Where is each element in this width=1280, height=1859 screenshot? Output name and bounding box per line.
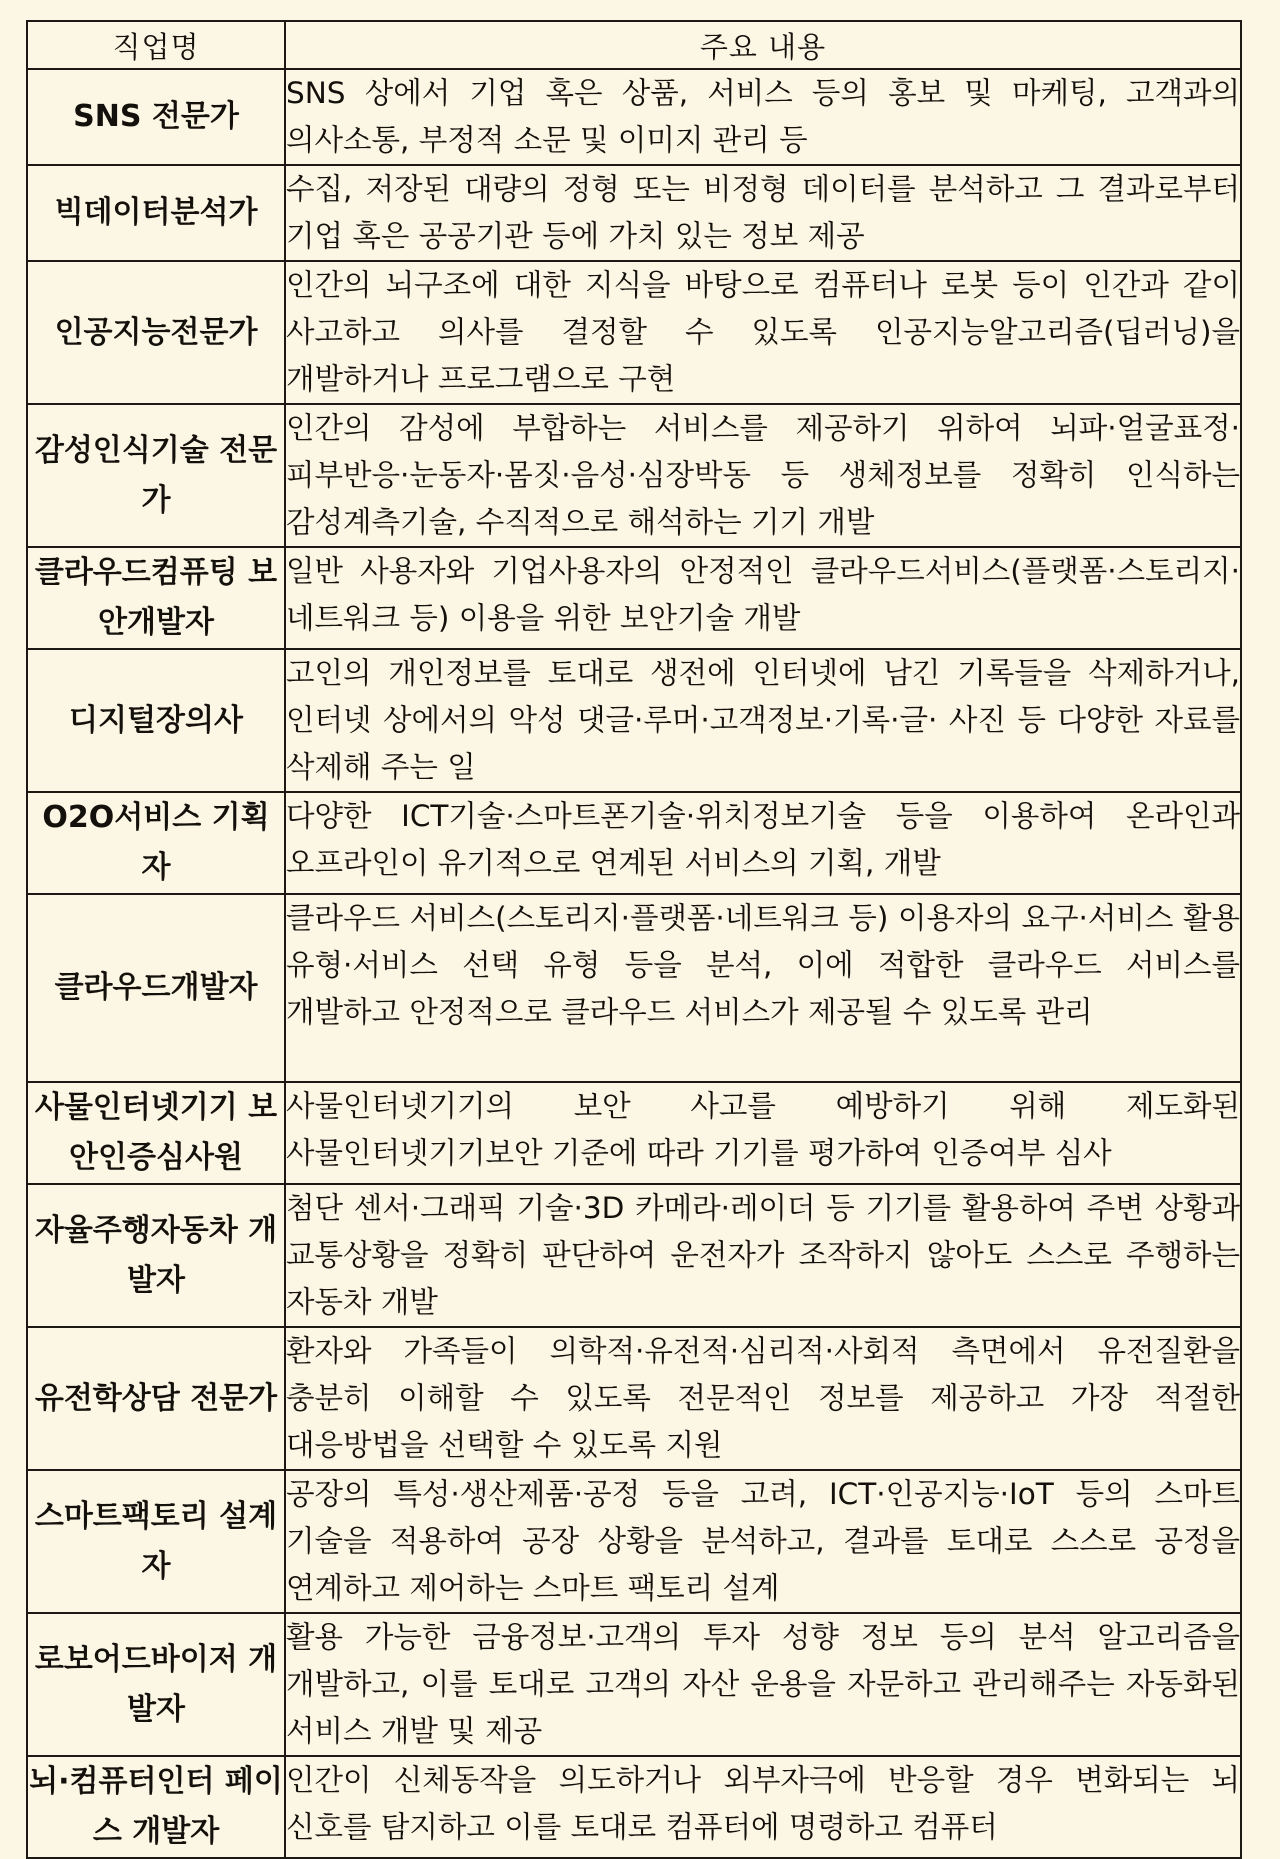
table-row bbox=[27, 404, 1241, 547]
job-name-cell: 인공지능전문가 bbox=[27, 261, 285, 404]
table-header-row bbox=[27, 21, 1241, 69]
table-row bbox=[27, 1082, 1241, 1184]
job-name-cell: 클라우드컴퓨팅 보안개발자 bbox=[27, 547, 285, 649]
header-job-title: 직업명 bbox=[27, 21, 285, 69]
table-row bbox=[27, 1184, 1241, 1327]
job-description-cell: 환자와 가족들이 의학적·유전적·심리적·사회적 측면에서 유전질환을 충분히 이해할 수 있도록 전문적인 정보를 제공하고 가장 적절한 대응방법을 선택할 수 있도록 지원 bbox=[285, 1327, 1241, 1470]
job-name-cell: 유전학상담 전문가 bbox=[27, 1327, 285, 1470]
table-row bbox=[27, 792, 1241, 894]
job-description-cell: 클라우드 서비스(스토리지·플랫폼·네트워크 등) 이용자의 요구·서비스 활용 유형·서비스 선택 유형 등을 분석, 이에 적합한 클라우드 서비스를 개발하고 안정적으로 클라우드 서비스가 제공될 수 있도록 관리 bbox=[285, 894, 1241, 1082]
job-name-cell: 디지털장의사 bbox=[27, 649, 285, 792]
job-description-cell: 수집, 저장된 대량의 정형 또는 비정형 데이터를 분석하고 그 결과로부터 기업 혹은 공공기관 등에 가치 있는 정보 제공 bbox=[285, 165, 1241, 261]
table-row bbox=[27, 165, 1241, 261]
job-name-cell: SNS 전문가 bbox=[27, 69, 285, 165]
job-description-cell: 인간의 뇌구조에 대한 지식을 바탕으로 컴퓨터나 로봇 등이 인간과 같이 사고하고 의사를 결정할 수 있도록 인공지능알고리즘(딥러닝)을 개발하거나 프로그램으로 구현 bbox=[285, 261, 1241, 404]
job-description-cell: 다양한 ICT기술·스마트폰기술·위치정보기술 등을 이용하여 온라인과 오프라인이 유기적으로 연계된 서비스의 기획, 개발 bbox=[285, 792, 1241, 894]
job-description-cell: 공장의 특성·생산제품·공정 등을 고려, ICT·인공지능·IoT 등의 스마트 기술을 적용하여 공장 상황을 분석하고, 결과를 토대로 스스로 공정을 연계하고 제어하는 스마트 팩토리 설계 bbox=[285, 1470, 1241, 1613]
job-description-cell: 일반 사용자와 기업사용자의 안정적인 클라우드서비스(플랫폼·스토리지·네트워크 등) 이용을 위한 보안기술 개발 bbox=[285, 547, 1241, 649]
table-row bbox=[27, 894, 1241, 1082]
job-table bbox=[26, 20, 1242, 1859]
table-row bbox=[27, 1470, 1241, 1613]
job-description-cell: SNS 상에서 기업 혹은 상품, 서비스 등의 홍보 및 마케팅, 고객과의 의사소통, 부정적 소문 및 이미지 관리 등 bbox=[285, 69, 1241, 165]
job-description-cell: 고인의 개인정보를 토대로 생전에 인터넷에 남긴 기록들을 삭제하거나, 인터넷 상에서의 악성 댓글·루머·고객정보·기록·글· 사진 등 다양한 자료를 삭제해 주는 일 bbox=[285, 649, 1241, 792]
job-description-cell: 사물인터넷기기의 보안 사고를 예방하기 위해 제도화된 사물인터넷기기보안 기준에 따라 기기를 평가하여 인증여부 심사 bbox=[285, 1082, 1241, 1184]
job-name-cell: 자율주행자동차 개발자 bbox=[27, 1184, 285, 1327]
table-row bbox=[27, 1613, 1241, 1756]
job-description-cell: 인간의 감성에 부합하는 서비스를 제공하기 위하여 뇌파·얼굴표정·피부반응·눈동자·몸짓·음성·심장박동 등 생체정보를 정확히 인식하는 감성계측기술, 수직적으로 해석하는 기기 개발 bbox=[285, 404, 1241, 547]
job-name-cell: 스마트팩토리 설계자 bbox=[27, 1470, 285, 1613]
table-row bbox=[27, 1756, 1241, 1858]
job-name-cell: 감성인식기술 전문가 bbox=[27, 404, 285, 547]
table-row bbox=[27, 547, 1241, 649]
table-row bbox=[27, 261, 1241, 404]
job-description-cell: 첨단 센서·그래픽 기술·3D 카메라·레이더 등 기기를 활용하여 주변 상황과 교통상황을 정확히 판단하여 운전자가 조작하지 않아도 스스로 주행하는 자동차 개발 bbox=[285, 1184, 1241, 1327]
job-name-cell: 빅데이터분석가 bbox=[27, 165, 285, 261]
table-row bbox=[27, 69, 1241, 165]
job-name-cell: 로보어드바이저 개발자 bbox=[27, 1613, 285, 1756]
job-description-cell: 활용 가능한 금융정보·고객의 투자 성향 정보 등의 분석 알고리즘을 개발하고, 이를 토대로 고객의 자산 운용을 자문하고 관리해주는 자동화된 서비스 개발 및 제공 bbox=[285, 1613, 1241, 1756]
header-main-content: 주요 내용 bbox=[285, 21, 1241, 69]
job-name-cell: 클라우드개발자 bbox=[27, 894, 285, 1082]
table-row bbox=[27, 1327, 1241, 1470]
job-description-cell: 인간이 신체동작을 의도하거나 외부자극에 반응할 경우 변화되는 뇌 신호를 탐지하고 이를 토대로 컴퓨터에 명령하고 컴퓨터 bbox=[285, 1756, 1241, 1858]
job-name-cell: 뇌·컴퓨터인터 페이스 개발자 bbox=[27, 1756, 285, 1858]
job-name-cell: O2O서비스 기획자 bbox=[27, 792, 285, 894]
job-name-cell: 사물인터넷기기 보안인증심사원 bbox=[27, 1082, 285, 1184]
table-row bbox=[27, 649, 1241, 792]
